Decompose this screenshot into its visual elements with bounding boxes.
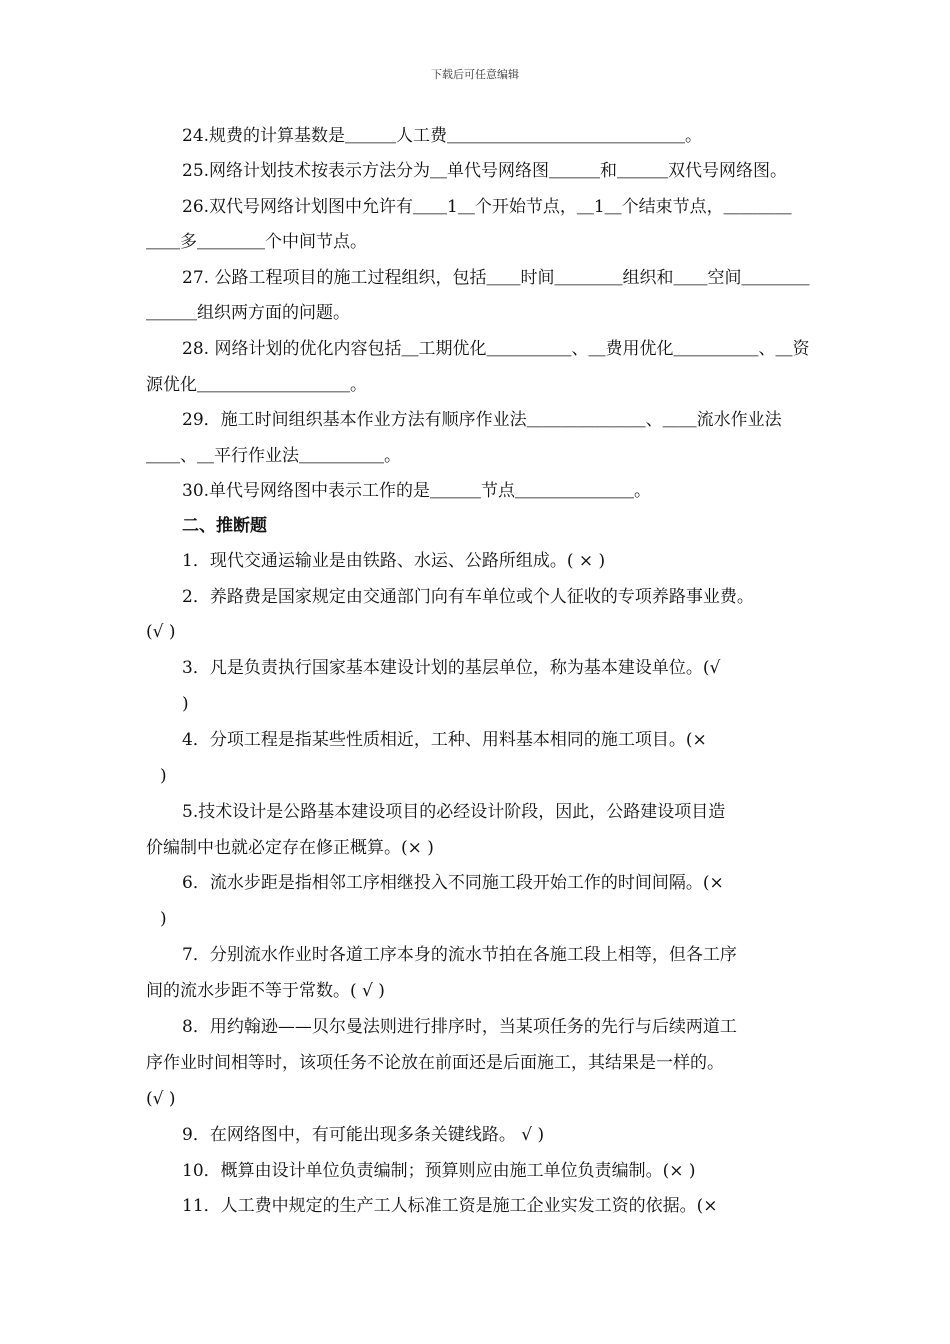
fill-question-30: 30.单代号网络图中表示工作的是＿＿＿节点＿＿＿＿＿＿＿。 [182,481,652,501]
judgment-question-9: 9．在网络图中，有可能出现多条关键线路。 √ ) [182,1125,545,1145]
judgment-question-6: 6．流水步距是指相邻工序相继投入不同施工段开始工作的时间间隔。(× [182,873,724,893]
judgment-question-5-cont: 价编制中也就必定存在修正概算。(× ) [146,838,434,858]
judgment-answer-6: ) [160,909,167,929]
fill-question-28-cont: 源优化＿＿＿＿＿＿＿＿＿。 [146,375,367,395]
judgment-question-8-cont: 序作业时间相等时，该项任务不论放在前面还是后面施工，其结果是一样的。 [146,1053,724,1073]
judgment-question-2: 2．养路费是国家规定由交通部门向有车单位或个人征收的专项养路事业费。 [182,587,754,607]
fill-question-27-cont: ＿＿＿组织两方面的问题。 [146,303,350,323]
judgment-question-7-cont: 间的流水步距不等于常数。( √ ) [146,981,385,1001]
fill-question-26: 26.双代号网络计划图中允许有＿＿1＿个开始节点，＿1＿个结束节点，＿＿＿＿ [182,197,792,217]
judgment-question-4: 4．分项工程是指某些性质相近，工种、用料基本相同的施工项目。(× [182,730,707,750]
judgment-question-3: 3．凡是负责执行国家基本建设计划的基层单位，称为基本建设单位。(√ [182,658,721,678]
judgment-question-8: 8．用约翰逊——贝尔曼法则进行排序时，当某项任务的先行与后续两道工 [182,1017,737,1037]
judgment-question-7: 7．分别流水作业时各道工序本身的流水节拍在各施工段上相等，但各工序 [182,945,737,965]
fill-question-24: 24.规费的计算基数是＿＿＿人工费＿＿＿＿＿＿＿＿＿＿＿＿＿＿。 [182,126,703,146]
judgment-question-11: 11．人工费中规定的生产工人标准工资是施工企业实发工资的依据。(× [182,1196,718,1216]
judgment-answer-4: ) [160,766,167,786]
judgment-question-1: 1．现代交通运输业是由铁路、水运、公路所组成。( × ) [182,551,606,571]
judgment-answer-8: (√ ) [146,1089,176,1109]
fill-question-28: 28. 网络计划的优化内容包括＿工期优化＿＿＿＿＿、＿费用优化＿＿＿＿＿、＿资 [182,339,810,359]
page-header: 下载后可任意编辑 [431,68,519,81]
judgment-question-10: 10．概算由设计单位负责编制；预算则应由施工单位负责编制。(× ) [182,1161,696,1181]
section-heading-judgment: 二、推断题 [182,516,267,536]
fill-question-29: 29．施工时间组织基本作业方法有顺序作业法＿＿＿＿＿＿＿、＿＿流水作业法 [182,410,782,430]
judgment-answer-3: ) [182,694,189,714]
fill-question-29-cont: ＿＿、＿平行作业法＿＿＿＿＿。 [146,446,401,466]
fill-question-25: 25.网络计划技术按表示方法分为＿单代号网络图＿＿＿和＿＿＿双代号网络图。 [182,161,788,181]
fill-question-26-cont: ＿＿多＿＿＿＿个中间节点。 [146,232,367,252]
fill-question-27: 27. 公路工程项目的施工过程组织，包括＿＿时间＿＿＿＿组织和＿＿空间＿＿＿＿ [182,268,810,288]
judgment-answer-2: (√ ) [146,622,176,642]
judgment-question-5: 5.技术设计是公路基本建设项目的必经设计阶段，因此，公路建设项目造 [182,802,726,822]
